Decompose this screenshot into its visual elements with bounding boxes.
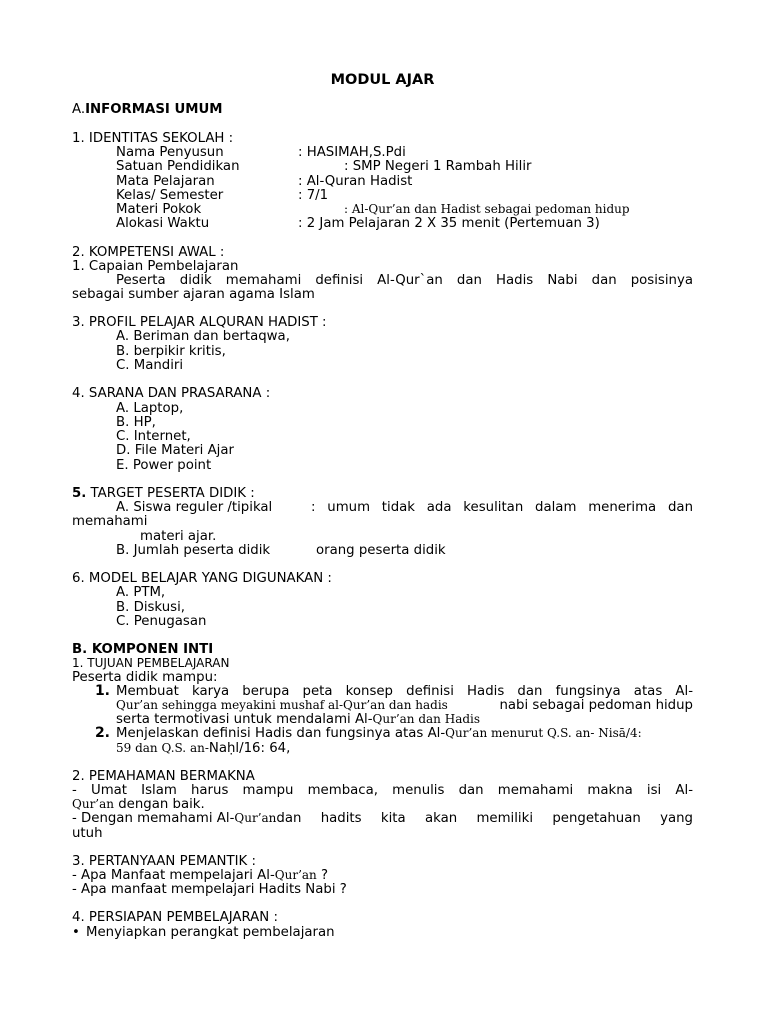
- text: ?: [316, 868, 329, 883]
- model-item: C. Penugasan: [116, 614, 207, 629]
- field-value: : Al-Qur’an dan Hadist sebagai pedoman hidup: [344, 202, 630, 216]
- list-text: Naḥl/16: 64,: [208, 741, 291, 756]
- tujuan-item-2-line-1: [72, 726, 693, 741]
- field-value: : SMP Negeri 1 Rambah Hilir: [344, 159, 532, 174]
- list-text: Menjelaskan definisi Hadis dan fungsinya atas Al-: [116, 726, 446, 741]
- pertanyaan-heading: 3. PERTANYAAN PEMANTIK :: [72, 854, 256, 869]
- profil-heading: 3. PROFIL PELAJAR ALQURAN HADIST :: [72, 315, 327, 330]
- field-label: Nama Penyusun: [116, 145, 224, 160]
- field-label: Mata Pelajaran: [116, 174, 215, 189]
- section-b-heading: B. KOMPONEN INTI: [72, 642, 214, 657]
- sarana-heading: 4. SARANA DAN PRASARANA :: [72, 386, 271, 401]
- field-mapel: [116, 174, 412, 189]
- target-a-continued-2: materi ajar.: [140, 529, 217, 544]
- sarana-item: E. Power point: [116, 458, 212, 473]
- pemahaman-line-4: utuh: [72, 826, 103, 841]
- persiapan-heading: 4. PERSIAPAN PEMBELAJARAN :: [72, 910, 278, 925]
- pemahaman-heading: 2. PEMAHAMAN BERMAKNA: [72, 769, 255, 784]
- pertanyaan-item: - Apa manfaat mempelajari Hadits Nabi ?: [72, 882, 347, 897]
- target-b-label: B. Jumlah peserta didik: [116, 543, 271, 558]
- pertanyaan-item: [72, 868, 328, 883]
- text-serif: Qur’an: [274, 868, 317, 882]
- list-text-serif: Qur’an dan Hadis: [372, 712, 481, 726]
- capaian-line-2: sebagai sumber ajaran agama Islam: [72, 287, 315, 302]
- list-number: 2.: [94, 725, 110, 741]
- profil-item: A. Beriman dan bertaqwa,: [116, 329, 290, 344]
- field-kelas: [116, 188, 328, 203]
- text: - Dengan memahami Al-: [72, 811, 235, 826]
- list-text-serif: 59 dan Q.S. an-: [116, 741, 209, 755]
- section-a-heading: [72, 102, 223, 117]
- pemahaman-line-3: [72, 811, 693, 826]
- sarana-item: D. File Materi Ajar: [116, 443, 234, 458]
- identitas-heading: 1. IDENTITAS SEKOLAH :: [72, 131, 234, 146]
- kompetensi-heading: 2. KOMPETENSI AWAL :: [72, 245, 225, 260]
- list-text-serif: Qur’an menurut Q.S. an- Nisā/4:: [445, 726, 642, 740]
- capaian-heading: 1. Capaian Pembelajaran: [72, 259, 239, 274]
- text: - Apa Manfaat mempelajari Al-: [72, 868, 275, 883]
- target-heading: [72, 486, 255, 501]
- page-title: MODUL AJAR: [330, 72, 435, 88]
- tujuan-item-1-line-3: [116, 712, 480, 727]
- section-a-letter: A.: [72, 102, 86, 117]
- target-b-text: orang peserta didik: [316, 543, 446, 558]
- text-serif: Qur’an: [72, 797, 114, 811]
- list-number: 1.: [94, 683, 110, 699]
- capaian-line-1: Peserta didik memahami definisi Al-Qur`an dan Hadis Nabi dan posisinya: [116, 273, 693, 288]
- sarana-item: A. Laptop,: [116, 401, 184, 416]
- field-satuan: [116, 159, 532, 174]
- sarana-item: C. Internet,: [116, 429, 191, 444]
- profil-item: C. Mandiri: [116, 358, 184, 373]
- tujuan-intro: Peserta didik mampu:: [72, 670, 218, 685]
- field-value: : HASIMAH,S.Pdi: [298, 145, 406, 160]
- text: dengan baik.: [114, 797, 205, 812]
- list-text: nabi sebagai pedoman hidup: [499, 698, 693, 713]
- field-value: : 2 Jam Pelajaran 2 X 35 menit (Pertemuan 3): [298, 216, 600, 231]
- field-label: Satuan Pendidikan: [116, 159, 240, 174]
- field-alokasi: [116, 216, 600, 231]
- model-heading: 6. MODEL BELAJAR YANG DIGUNAKAN :: [72, 571, 332, 586]
- sarana-item: B. HP,: [116, 415, 156, 430]
- list-text: serta termotivasi untuk mendalami Al-: [116, 712, 373, 727]
- target-a-continued: memahami: [72, 514, 148, 529]
- profil-item: B. berpikir kritis,: [116, 344, 226, 359]
- model-item: B. Diskusi,: [116, 600, 186, 615]
- bullet-icon: •: [72, 925, 80, 940]
- tujuan-item-1-line-1: [72, 684, 693, 699]
- field-penyusun: [116, 145, 406, 160]
- field-value: : 7/1: [298, 188, 329, 203]
- text-serif: Qur’an: [234, 811, 277, 825]
- persiapan-item: [72, 925, 335, 940]
- field-label: Alokasi Waktu: [116, 216, 210, 231]
- field-value: : Al-Quran Hadist: [298, 174, 413, 189]
- target-label: TARGET PESERTA DIDIK :: [86, 486, 255, 501]
- target-b-line: [116, 543, 446, 558]
- tujuan-item-1-line-2: [116, 698, 693, 713]
- target-a-line: [116, 500, 693, 515]
- field-label: Kelas/ Semester: [116, 188, 224, 203]
- text: dan hadits kita akan memiliki pengetahuan yang: [276, 811, 693, 826]
- text: Menyiapkan perangkat pembelajaran: [86, 925, 335, 940]
- target-a-label: A. Siswa reguler /tipikal: [116, 500, 273, 515]
- section-a-label: INFORMASI UMUM: [85, 102, 223, 117]
- list-text-serif: Qur’an sehingga meyakini mushaf al-Qur’an dan hadis: [116, 698, 448, 712]
- pemahaman-line-2: [72, 797, 205, 812]
- list-text: Membuat karya berupa peta konsep definisi Hadis dan fungsinya atas Al-: [116, 684, 693, 699]
- tujuan-item-2-line-2: [116, 741, 290, 756]
- field-materi: [116, 202, 630, 217]
- field-label: Materi Pokok: [116, 202, 202, 217]
- model-item: A. PTM,: [116, 585, 166, 600]
- target-a-text: : umum tidak ada kesulitan dalam menerima dan: [311, 500, 693, 515]
- tujuan-heading: 1. TUJUAN PEMBELAJARAN: [72, 656, 230, 670]
- target-number: 5.: [72, 486, 87, 501]
- pemahaman-line-1: - Umat Islam harus mampu membaca, menulis dan memahami makna isi Al-: [72, 783, 693, 798]
